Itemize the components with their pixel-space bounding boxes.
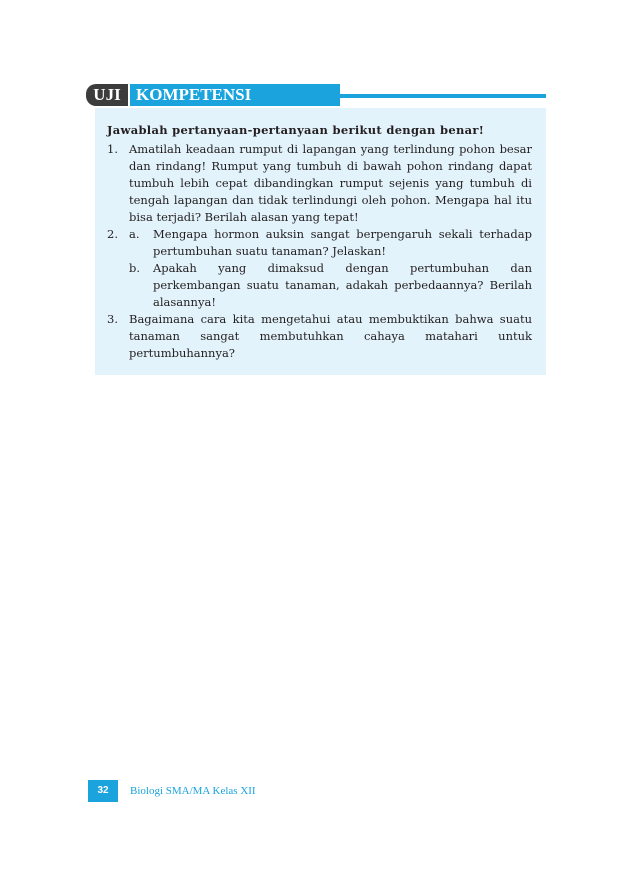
subquestion-text: Mengapa hormon auksin sangat berpengaruh sekali terhadap pertumbuhan suatu tanaman? Jelaskan! [153, 227, 532, 258]
question-1 [107, 141, 532, 226]
question-2 [107, 226, 532, 311]
question-text: Bagaimana cara kita mengetahui atau membuktikan bahwa suatu tanaman sangat membutuhkan cahaya matahari untuk pertumbuhannya? [129, 312, 532, 360]
question-2b [129, 260, 532, 311]
uji-badge: UJI [86, 84, 128, 106]
exercise-box [95, 108, 546, 375]
kompetensi-badge: KOMPETENSI [130, 84, 340, 106]
header-divider [340, 94, 546, 98]
subquestion-text: Apakah yang dimaksud dengan pertumbuhan dan perkembangan suatu tanaman, adakah perbedaannya? Berilah alasannya! [153, 261, 532, 309]
subquestion-letter: a. [129, 227, 140, 241]
question-number: 3. [107, 312, 118, 326]
question-text: Amatilah keadaan rumput di lapangan yang terlindung pohon besar dan rindang! Rumput yang tumbuh di bawah pohon rindang dapat tumbuh lebih cepat dibandingkan rumput sejenis yang tumbuh di tengah lapangan dan tidak terlindungi oleh pohon. Mengapa hal itu bisa terjadi? Berilah alasan yang tepat! [129, 142, 532, 224]
subquestion-letter: b. [129, 261, 141, 275]
question-2a [129, 226, 532, 260]
question-number: 2. [107, 227, 118, 241]
page-number: 32 [88, 780, 118, 802]
question-3 [107, 311, 532, 362]
question-number: 1. [107, 142, 118, 156]
book-title: Biologi SMA/MA Kelas XII [130, 785, 256, 797]
instruction-text: Jawablah pertanyaan-pertanyaan berikut dengan benar! [107, 123, 485, 137]
section-header [86, 84, 546, 108]
